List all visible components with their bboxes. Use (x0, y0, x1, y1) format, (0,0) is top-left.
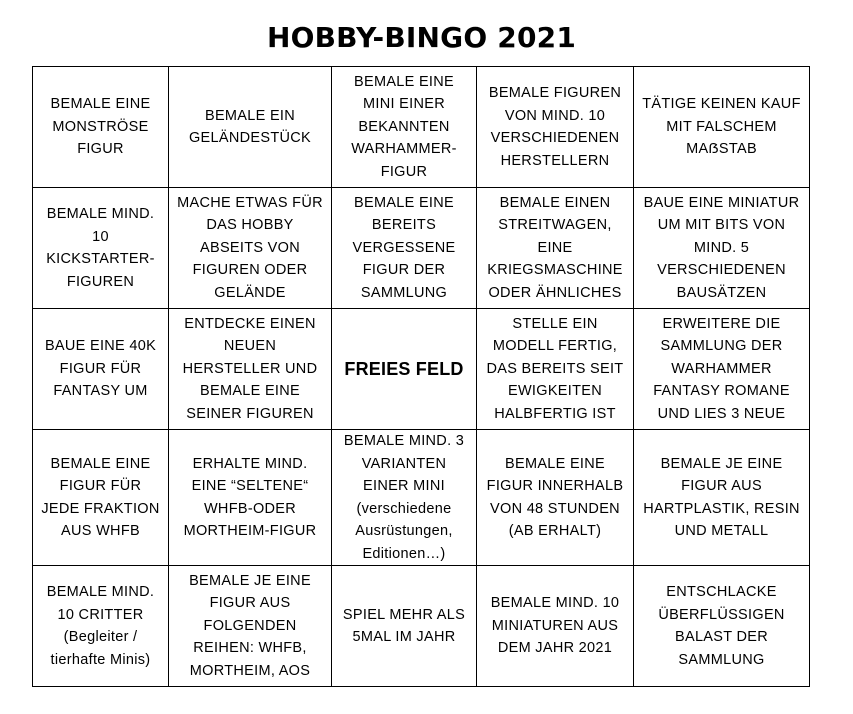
bingo-cell: BEMALE EINE MONSTRÖSE FIGUR (33, 67, 169, 188)
bingo-cell: BEMALE EINE MINI EINER BEKANNTEN WARHAMMER-FIGUR (332, 67, 477, 188)
bingo-cell: STELLE EIN MODELL FERTIG, DAS BEREITS SEIT EWIGKEITEN HALBFERTIG IST (477, 309, 634, 430)
bingo-cell: ERWEITERE DIE SAMMLUNG DER WARHAMMER FANTASY ROMANE UND LIES 3 NEUE (634, 309, 810, 430)
bingo-row (33, 430, 810, 566)
bingo-cell: BEMALE JE EINE FIGUR AUS FOLGENDEN REIHEN: WHFB, MORTHEIM, AOS (169, 566, 332, 687)
bingo-cell: BEMALE EINE FIGUR INNERHALB VON 48 STUNDEN (AB ERHALT) (477, 430, 634, 566)
bingo-row (33, 309, 810, 430)
bingo-cell: BEMALE MIND. 10 KICKSTARTER-FIGUREN (33, 188, 169, 309)
bingo-row (33, 566, 810, 687)
bingo-cell: BEMALE EINEN STREITWAGEN, EINE KRIEGSMASCHINE ODER ÄHNLICHES (477, 188, 634, 309)
bingo-grid (32, 66, 810, 687)
bingo-cell: ENTDECKE EINEN NEUEN HERSTELLER UND BEMALE EINE SEINER FIGUREN (169, 309, 332, 430)
bingo-row (33, 67, 810, 188)
bingo-cell: ERHALTE MIND. EINE “SELTENE“ WHFB-ODER MORTHEIM-FIGUR (169, 430, 332, 566)
bingo-cell: BAUE EINE MINIATUR UM MIT BITS VON MIND. 5 VERSCHIEDENEN BAUSÄTZEN (634, 188, 810, 309)
bingo-cell: BEMALE EIN GELÄNDESTÜCK (169, 67, 332, 188)
bingo-cell: BEMALE FIGUREN VON MIND. 10 VERSCHIEDENEN HERSTELLERN (477, 67, 634, 188)
free-field-cell: FREIES FELD (332, 309, 477, 430)
bingo-cell: MACHE ETWAS FÜR DAS HOBBY ABSEITS VON FIGUREN ODER GELÄNDE (169, 188, 332, 309)
bingo-cell: BEMALE EINE FIGUR FÜR JEDE FRAKTION AUS WHFB (33, 430, 169, 566)
page-title: HOBBY-BINGO 2021 (266, 21, 577, 54)
bingo-row (33, 188, 810, 309)
bingo-cell: BEMALE MIND. 3 VARIANTEN EINER MINI (verschiedene Ausrüstungen, Editionen…) (332, 430, 477, 566)
bingo-cell: BEMALE MIND. 10 CRITTER (Begleiter / tierhafte Minis) (33, 566, 169, 687)
bingo-cell: SPIEL MEHR ALS 5MAL IM JAHR (332, 566, 477, 687)
bingo-cell: BEMALE JE EINE FIGUR AUS HARTPLASTIK, RESIN UND METALL (634, 430, 810, 566)
bingo-cell: BAUE EINE 40K FIGUR FÜR FANTASY UM (33, 309, 169, 430)
bingo-cell: ENTSCHLACKE ÜBERFLÜSSIGEN BALAST DER SAMMLUNG (634, 566, 810, 687)
bingo-cell: TÄTIGE KEINEN KAUF MIT FALSCHEM MAẞSTAB (634, 67, 810, 188)
bingo-cell: BEMALE EINE BEREITS VERGESSENE FIGUR DER SAMMLUNG (332, 188, 477, 309)
bingo-cell: BEMALE MIND. 10 MINIATUREN AUS DEM JAHR 2021 (477, 566, 634, 687)
